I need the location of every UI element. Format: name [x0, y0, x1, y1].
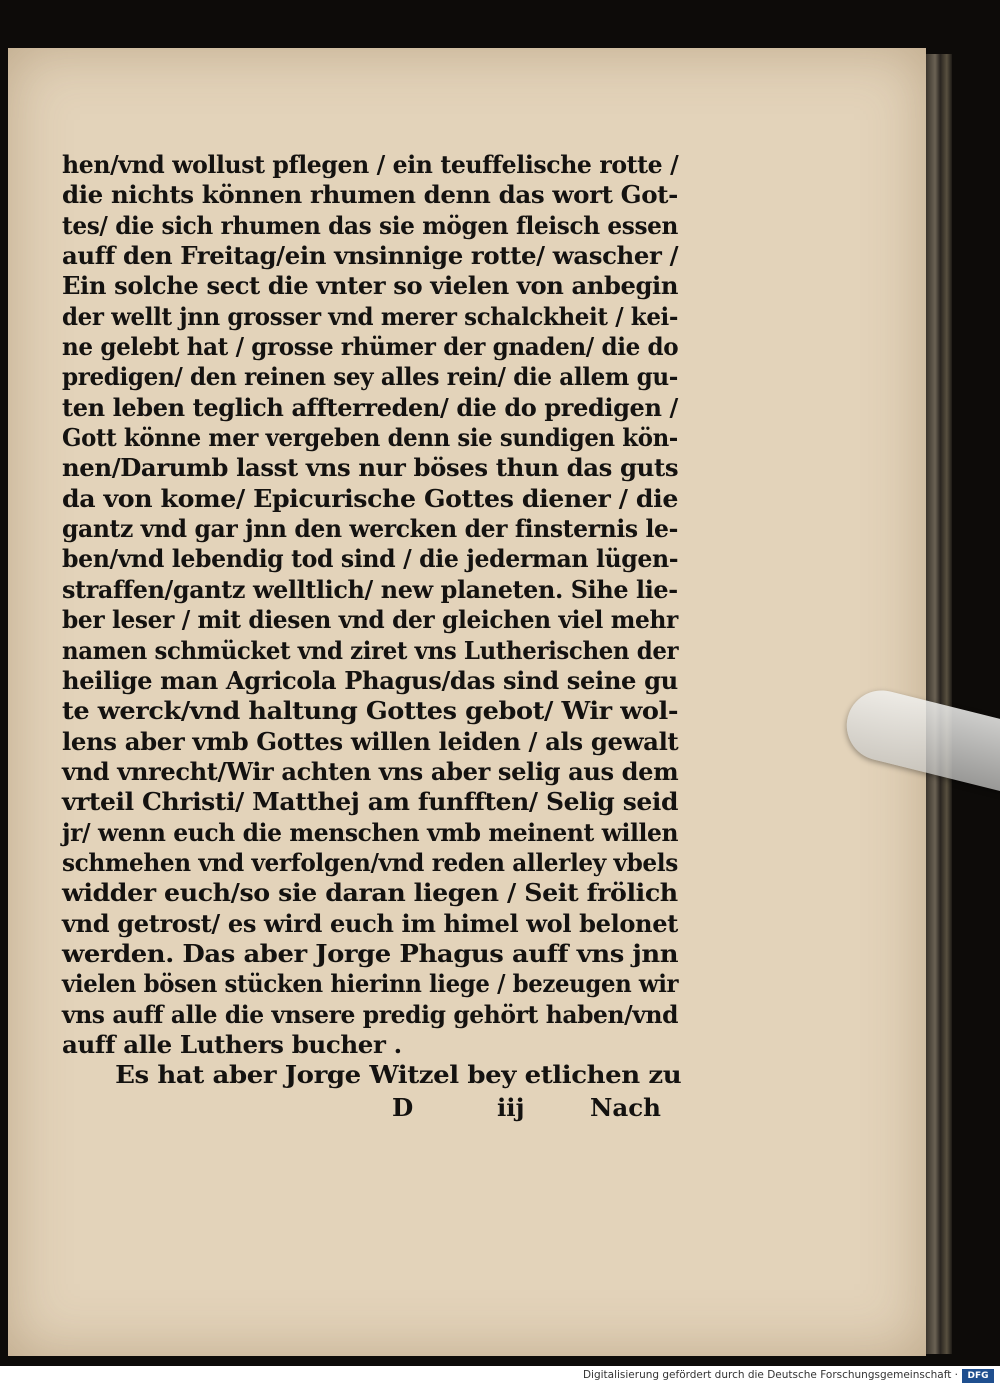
- text-line: auff alle Luthers bucher .: [62, 1029, 402, 1059]
- text-line: predigen/ den reinen sey alles rein/ die allem gu-: [62, 362, 678, 392]
- text-block: [62, 150, 682, 1091]
- text-line: da von kome/ Epicurische Gottes diener / die: [62, 483, 678, 513]
- signature-number: iij: [497, 1093, 525, 1122]
- text-line: lens aber vmb Gottes willen leiden / als gewalt: [62, 726, 679, 756]
- text-line: ben/vnd lebendig tod sind / die jederman lügen-: [62, 544, 679, 574]
- text-line: schmehen vnd verfolgen/vnd reden allerley vbels: [62, 847, 678, 877]
- catchword: Nach: [590, 1093, 661, 1122]
- text-line: heilige man Agricola Phagus/das sind seine gu: [62, 665, 678, 695]
- text-line: ten leben teglich affterreden/ die do predigen /: [62, 392, 678, 422]
- text-line: vns auff alle die vnsere predig gehört haben/vnd: [62, 999, 679, 1029]
- text-line: Gott könne mer vergeben denn sie sundigen kön-: [62, 423, 678, 453]
- text-line: hen/vnd wollust pflegen / ein teuffelische rotte /: [62, 150, 679, 179]
- text-line: Es hat aber Jorge Witzel bey etlichen zu: [115, 1060, 682, 1090]
- show-through-text: [690, 140, 900, 1080]
- text-line: vielen bösen stücken hierinn liege / bezeugen wir: [62, 969, 679, 999]
- text-line: gantz vnd gar jnn den wercken der finsternis le-: [62, 514, 678, 544]
- text-line: der wellt jnn grosser vnd merer schalckheit / kei-: [62, 301, 679, 331]
- text-line: werden. Das aber Jorge Phagus auff vns jnn: [62, 938, 679, 968]
- text-line: jr/ wenn euch die menschen vmb meinent willen: [62, 817, 679, 847]
- text-line: nen/Darumb lasst vns nur böses thun das guts: [62, 453, 679, 483]
- text-line: vrteil Christi/ Matthej am funfften/ Selig seid: [62, 787, 679, 817]
- text-line: te werck/vnd haltung Gottes gebot/ Wir wol-: [62, 696, 679, 726]
- text-line: vnd getrost/ es wird euch im himel wol belonet: [62, 908, 678, 938]
- footer-bar: [0, 1366, 1000, 1386]
- dfg-logo[interactable]: DFG: [962, 1369, 994, 1383]
- footer-credit: Digitalisierung gefördert durch die Deutsche Forschungsgemeinschaft ·: [582, 1369, 958, 1381]
- text-line: Ein solche sect die vnter so vielen von anbegin: [62, 271, 679, 301]
- text-line: widder euch/so sie daran liegen / Seit frölich: [62, 878, 678, 908]
- text-line: auff den Freitag/ein vnsinnige rotte/ wascher /: [62, 241, 679, 271]
- text-line: die nichts können rhumen denn das wort Got-: [62, 180, 678, 210]
- text-line: tes/ die sich rhumen das sie mögen fleisch essen: [62, 210, 679, 240]
- text-line: ne gelebt hat / grosse rhümer der gnaden/ die do: [62, 332, 679, 362]
- text-line: namen schmücket vnd ziret vns Lutherischen der: [62, 635, 679, 665]
- text-line: straffen/gantz welltlich/ new planeten. Sihe lie-: [62, 574, 678, 604]
- signature-line: [62, 1093, 682, 1127]
- signature-mark: D: [392, 1093, 414, 1122]
- text-line: ber leser / mit diesen vnd der gleichen viel mehr: [62, 605, 678, 635]
- text-line: vnd vnrecht/Wir achten vns aber selig aus dem: [62, 756, 679, 786]
